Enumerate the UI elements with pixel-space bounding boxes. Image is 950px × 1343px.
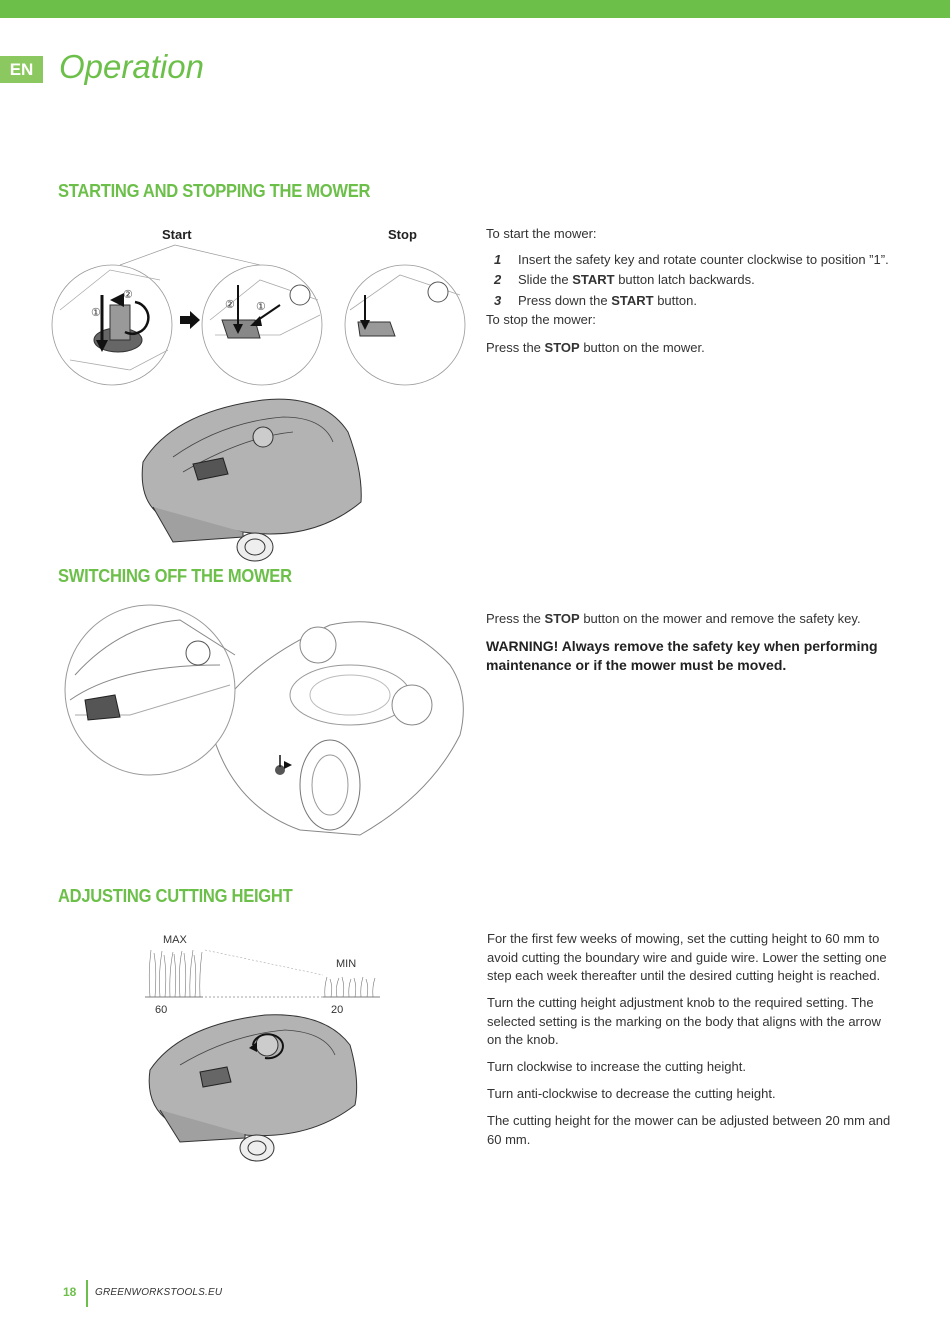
label-max: MAX [163,934,187,946]
top-accent-bar [0,0,950,18]
callout-2: ② [123,289,133,301]
callout-2b: ② [225,299,235,311]
value-min: 20 [331,1004,344,1016]
start-steps-list [486,250,906,312]
mower-underside-illustration [60,605,480,845]
cutting-height-instructions [487,930,897,1149]
warning-text: WARNING! Always remove the safety key when performing maintenance or if the mower must be moved. [486,637,878,673]
cutting-paragraph: Turn clockwise to increase the cutting height. [487,1059,746,1074]
page-number: 18 [63,1285,77,1299]
arrow-right-icon [180,311,200,329]
grass-height-diagram [145,945,385,1000]
mower-illustration-knob [145,1010,365,1170]
start-stop-detail-illustration [50,240,470,390]
label-min: MIN [336,958,357,970]
cutting-paragraph: For the first few weeks of mowing, set the cutting height to 60 mm to avoid cutting the boundary wire and guide wire. Lower the setting one step each week thereafter until the desired cutting height is reached. [487,931,887,983]
stop-instruction: Press the STOP button on the mower. [486,339,705,355]
value-max: 60 [155,1004,168,1016]
mower-illustration-top [133,392,373,567]
stop-button-detail [345,265,465,385]
footer-url: GREENWORKSTOOLS.EU [95,1287,223,1298]
cutting-paragraph: Turn anti-clockwise to decrease the cutting height. [487,1086,776,1101]
label-stop: Stop [388,227,417,242]
step-item: 3 Press down the START button. [494,292,697,308]
switch-off-instructions [486,610,906,675]
section-heading-cutting-height: ADJUSTING CUTTING HEIGHT [58,886,293,906]
section-heading-starting-stopping: STARTING AND STOPPING THE MOWER [58,181,371,201]
start-stop-instructions [486,225,906,357]
callout-1: ① [91,307,101,319]
switch-off-text: Press the STOP button on the mower and remove the safety key. [486,611,861,626]
label-start: Start [162,227,192,242]
intro-start: To start the mower: [486,226,597,241]
section-heading-switching-off: SWITCHING OFF THE MOWER [58,566,292,586]
step-item: 2 Slide the START button latch backwards. [494,272,755,287]
cutting-paragraph: Turn the cutting height adjustment knob to the required setting. The selected setting is the marking on the body that aligns with the arrow on the knob. [487,995,881,1047]
footer-divider [86,1280,88,1307]
intro-stop: To stop the mower: [486,312,596,327]
latch-slide-detail [202,265,322,385]
key-insert-detail [52,265,172,385]
language-badge: EN [0,56,43,83]
step-item: 1 Insert the safety key and rotate counter clockwise to position ”1”. [494,251,889,267]
cutting-paragraph: The cutting height for the mower can be adjusted between 20 mm and 60 mm. [487,1113,891,1147]
page-title: Operation [59,48,204,85]
callout-1b: ① [256,301,266,313]
